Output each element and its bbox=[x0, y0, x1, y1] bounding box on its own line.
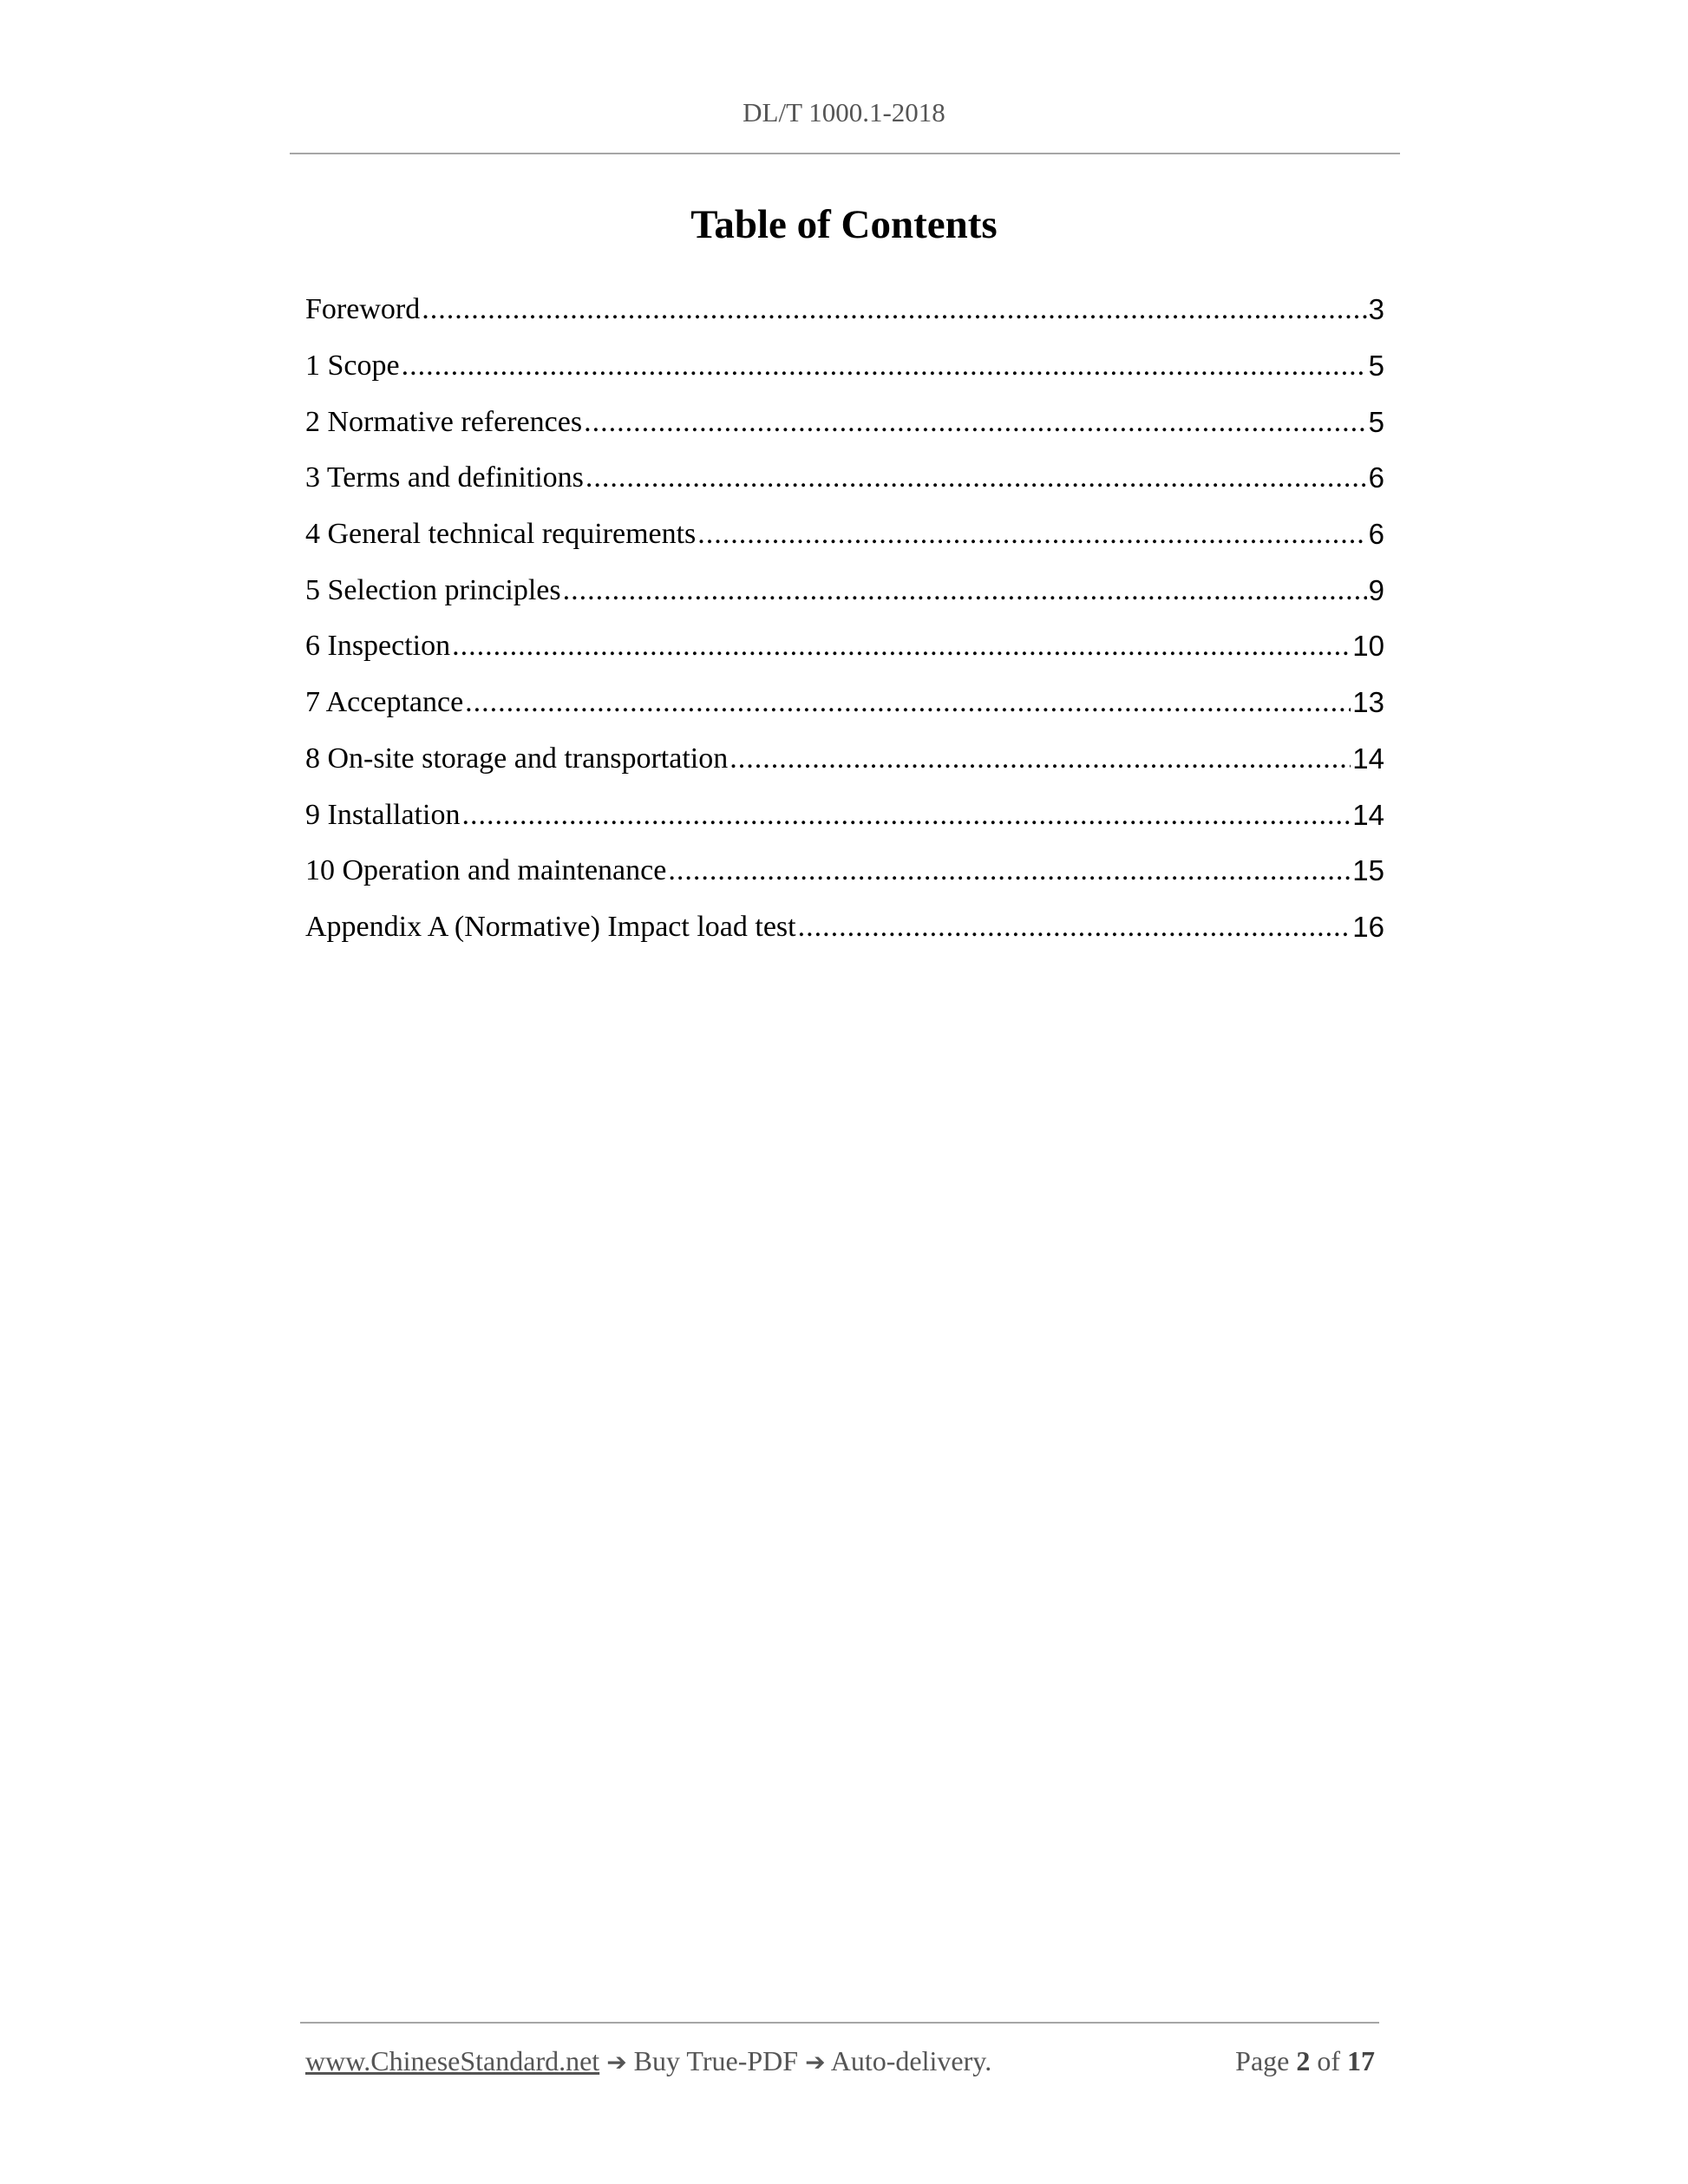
toc-entry-label: 9 Installation bbox=[305, 798, 461, 831]
toc-entry-label: 3 Terms and definitions bbox=[305, 461, 584, 494]
toc-dot-leader bbox=[586, 461, 1367, 494]
toc-entry-page: 14 bbox=[1352, 798, 1384, 831]
toc-entry-inspection[interactable] bbox=[305, 618, 1384, 675]
toc-entry-page: 16 bbox=[1352, 910, 1384, 943]
toc-entry-label: Foreword bbox=[305, 293, 421, 326]
toc-entry-storage-and-transportation[interactable] bbox=[305, 731, 1384, 788]
toc-dot-leader bbox=[452, 630, 1351, 663]
toc-entry-page: 6 bbox=[1368, 518, 1384, 551]
toc-entry-page: 5 bbox=[1368, 405, 1384, 438]
toc-entry-normative-references[interactable] bbox=[305, 394, 1384, 450]
toc-entry-page: 13 bbox=[1352, 686, 1384, 719]
delivery-step-text: Auto-delivery. bbox=[830, 2045, 992, 2076]
toc-entry-label: Appendix A (Normative) Impact load test bbox=[305, 910, 796, 943]
toc-dot-leader bbox=[402, 350, 1367, 383]
toc-entry-label: 5 Selection principles bbox=[305, 573, 561, 606]
toc-entry-label: 4 General technical requirements bbox=[305, 518, 697, 551]
right-arrow-icon: ➔ bbox=[606, 2048, 627, 2076]
toc-entry-page: 5 bbox=[1368, 350, 1384, 383]
toc-entry-page: 9 bbox=[1368, 573, 1384, 606]
page-current: 2 bbox=[1296, 2045, 1311, 2076]
page-indicator bbox=[1210, 2045, 1375, 2077]
toc-entry-page: 15 bbox=[1352, 854, 1384, 887]
site-link[interactable]: www.ChineseStandard.net bbox=[305, 2045, 600, 2076]
toc-entry-label: 1 Scope bbox=[305, 350, 400, 383]
toc-entry-appendix-a[interactable] bbox=[305, 899, 1384, 956]
toc-entry-label: 7 Acceptance bbox=[305, 686, 464, 719]
toc-entry-label: 8 On-site storage and transportation bbox=[305, 742, 729, 775]
toc-entry-foreword[interactable] bbox=[305, 282, 1384, 338]
toc-dot-leader bbox=[465, 686, 1351, 719]
toc-dot-leader bbox=[461, 799, 1351, 832]
toc-entry-page: 14 bbox=[1352, 742, 1384, 775]
toc-dot-leader bbox=[697, 518, 1366, 551]
toc-entry-terms-and-definitions[interactable] bbox=[305, 450, 1384, 507]
footer-promo bbox=[305, 2045, 991, 2077]
toc-entry-scope[interactable] bbox=[305, 338, 1384, 395]
page-total: 17 bbox=[1347, 2045, 1375, 2076]
toc-dot-leader bbox=[668, 854, 1351, 887]
page-word: Page bbox=[1235, 2045, 1290, 2076]
running-header: DL/T 1000.1-2018 bbox=[743, 97, 945, 128]
buy-step-text: Buy True-PDF bbox=[633, 2045, 799, 2076]
toc-dot-leader bbox=[584, 406, 1367, 439]
toc-dot-leader bbox=[730, 742, 1351, 775]
toc-entry-general-technical-requirements[interactable] bbox=[305, 507, 1384, 563]
toc-title: Table of Contents bbox=[690, 202, 998, 247]
toc-entry-selection-principles[interactable] bbox=[305, 562, 1384, 618]
toc-entry-label: 10 Operation and maintenance bbox=[305, 854, 667, 887]
right-arrow-icon: ➔ bbox=[805, 2048, 826, 2076]
footer-divider bbox=[300, 2022, 1379, 2024]
toc-entry-page: 10 bbox=[1352, 630, 1384, 663]
of-word: of bbox=[1317, 2045, 1340, 2076]
toc-entry-page: 6 bbox=[1368, 461, 1384, 494]
toc-dot-leader bbox=[422, 293, 1366, 326]
header-divider bbox=[290, 153, 1400, 154]
toc-entry-operation-and-maintenance[interactable] bbox=[305, 843, 1384, 899]
toc-entry-label: 2 Normative references bbox=[305, 405, 583, 438]
toc-entry-installation[interactable] bbox=[305, 787, 1384, 843]
toc-dot-leader bbox=[798, 911, 1351, 944]
toc-list bbox=[305, 282, 1384, 955]
toc-entry-acceptance[interactable] bbox=[305, 675, 1384, 731]
toc-dot-leader bbox=[563, 574, 1367, 607]
toc-entry-page: 3 bbox=[1368, 293, 1384, 326]
toc-entry-label: 6 Inspection bbox=[305, 630, 451, 663]
